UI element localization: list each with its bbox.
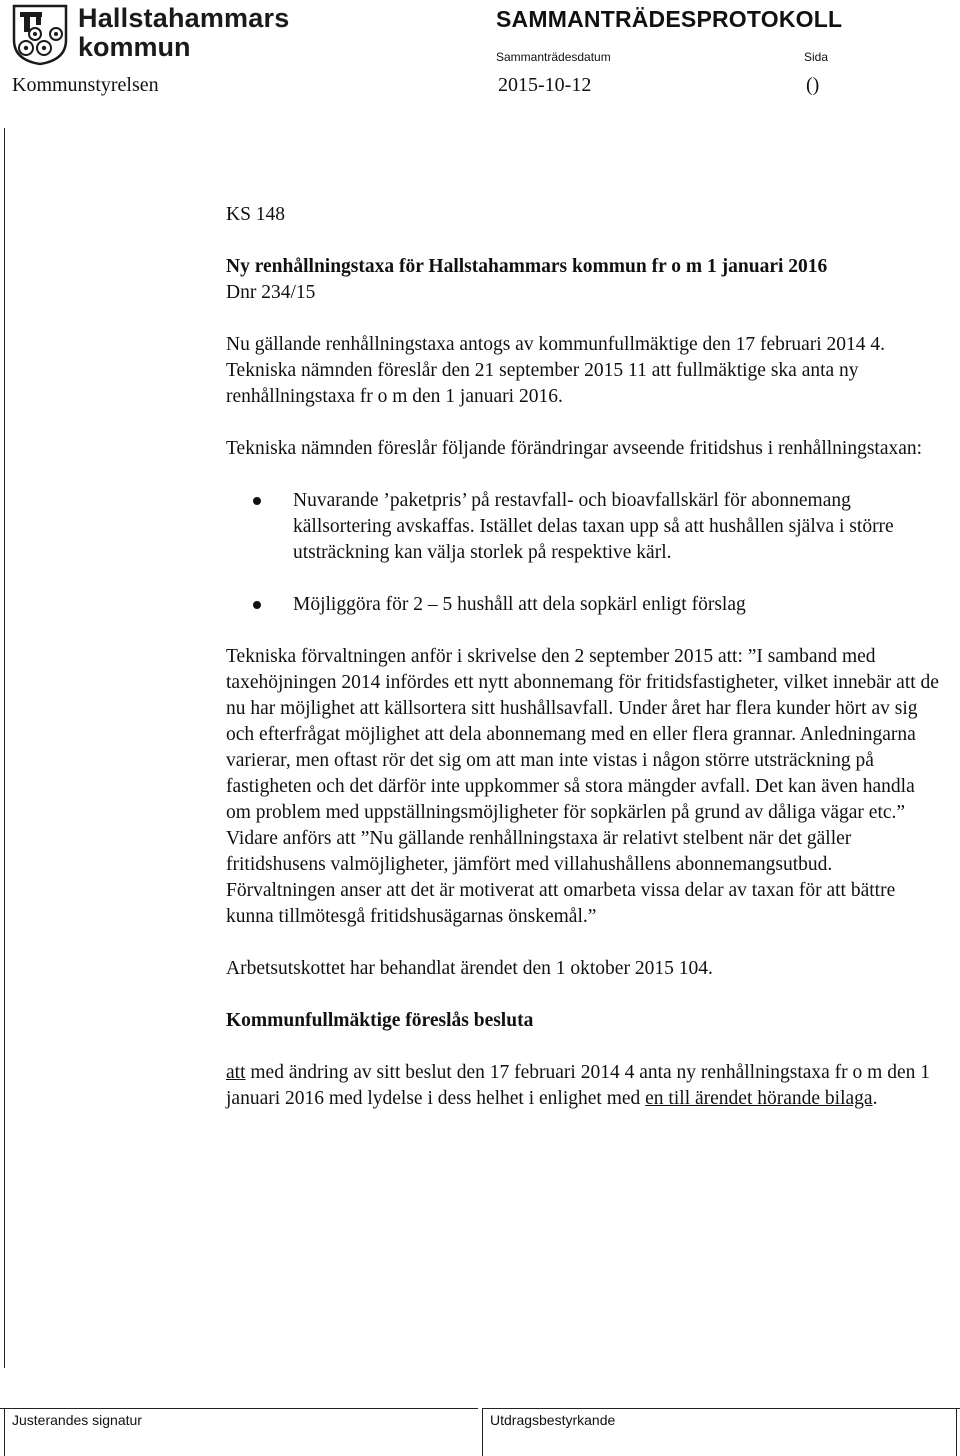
- logo-line-1: Hallstahammars: [78, 3, 290, 33]
- decision-att: att: [226, 1062, 246, 1083]
- margin-line: [4, 128, 5, 1368]
- spacer: [226, 566, 942, 592]
- extract-certification-label: Utdragsbestyrkande: [490, 1412, 616, 1428]
- footer-divider-middle: [482, 1408, 483, 1456]
- logo-line-2: kommun: [78, 32, 191, 62]
- decision-text: med ändring av sitt beslut den 17 februari 2014 4 anta ny renhållningstaxa fr o m den 1 januari 2016 med lydelse i dess helhet i enlighet med: [226, 1062, 930, 1109]
- spacer: [226, 930, 942, 956]
- footer-divider-left: [4, 1408, 5, 1456]
- spacer: [226, 462, 942, 488]
- meeting-date-label: Sammanträdesdatum: [496, 50, 611, 64]
- signature-label: Justerandes signatur: [12, 1412, 142, 1428]
- decision-paragraph: [226, 1060, 942, 1112]
- spacer: [226, 306, 942, 332]
- paragraph-2: Tekniska nämnden föreslår följande förändringar avseende fritidshus i renhållningstaxan:: [226, 438, 923, 459]
- decision-heading: Kommunfullmäktige föreslås besluta: [226, 1010, 534, 1031]
- list-item: Möjliggöra för 2 – 5 hushåll att dela sopkärl enligt förslag: [226, 592, 942, 618]
- spacer: [226, 410, 942, 436]
- spacer: [226, 982, 942, 1008]
- footer-divider-right: [956, 1408, 957, 1456]
- spacer: [226, 618, 942, 644]
- footer-rule-left: [0, 1408, 478, 1409]
- spacer: [226, 1034, 942, 1060]
- paragraph-3: Tekniska förvaltningen anför i skrivelse den 2 september 2015 att: ”I samband med taxehöjningen 2014 infördes ett nytt abonnemang för fritidsfastigheter, vilket innebär att de nu har möjlighet att källsortera sitt hushållsavfall. Under året har flera kunder hört av sig och efterfrågat möjlighet att dela abonnemang med en eller flera grannar. Anledningarna varierar, men oftast rör det sig om att man inte vistas i någon större utsträckning på fastigheten och det därför inte uppkommer så stora mängder avfall. Det kan även handla om problem med uppställningsmöjligheter för sopkärlen på grund av dåliga vägar etc.” Vidare anförs att ”Nu gällande renhållningstaxa är relativt stelbent när det gäller fritidshusens valmöjligheter, jämfört med villahushållens abonnemangsutbud. Förvaltningen anser att det är motiverat att omarbeta vissa delar av taxan för att bättre kunna tillmötesgå fritidshusägarnas önskemål.”: [226, 646, 939, 927]
- proposal-list: [226, 488, 942, 618]
- page-label: Sida: [804, 50, 829, 64]
- protocol-title: SAMMANTRÄDESPROTOKOLL: [496, 6, 843, 32]
- attachment-reference: en till ärendet hörande bilaga: [645, 1088, 873, 1109]
- footer-rule-right: [482, 1408, 960, 1409]
- section-number: KS 148: [226, 204, 286, 225]
- logo-wordmark: [78, 4, 289, 62]
- list-item: Nuvarande ’paketpris’ på restavfall- och bioavfallskärl för abonnemang källsortering avskaffas. Istället delas taxan upp så att hushållen själva i större utsträckning kan välja storlek på respektive kärl.: [226, 488, 942, 566]
- committee-name: Kommunstyrelsen: [12, 74, 159, 96]
- minutes-body: [226, 202, 942, 1112]
- section-title: Ny renhållningstaxa för Hallstahammars kommun fr o m 1 januari 2016: [226, 256, 828, 277]
- spacer: [226, 228, 942, 254]
- meeting-date: 2015-10-12: [498, 74, 592, 96]
- page-number: (): [806, 74, 820, 96]
- decision-end: .: [872, 1088, 878, 1109]
- paragraph-4: Arbetsutskottet har behandlat ärendet den 1 oktober 2015 104.: [226, 958, 713, 979]
- case-number: Dnr 234/15: [226, 282, 316, 303]
- paragraph-1: Nu gällande renhållningstaxa antogs av kommunfullmäktige den 17 februari 2014 4. Tekniska nämnden föreslår den 21 september 2015 11 att fullmäktige ska anta ny renhållningstaxa fr o m den 1 januari 2016.: [226, 334, 886, 407]
